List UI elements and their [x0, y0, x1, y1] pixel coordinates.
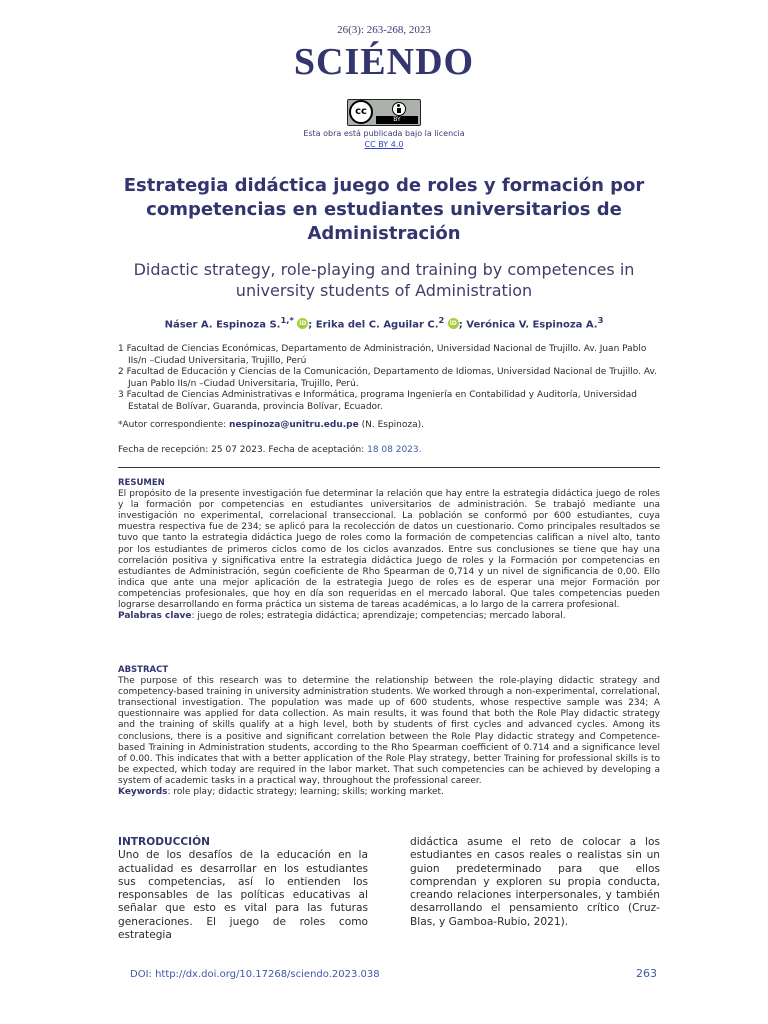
date-accepted: 18 08 2023. — [367, 445, 422, 455]
intro-text-left: Uno de los desafíos de la educación en la actualidad es desarrollar en los estudiantes sus competencias, así lo entienden los responsables de las políticas educativas al señalar que esto es vital para las futuras generaciones. El juego de roles como estrategia — [118, 849, 368, 942]
resumen-keywords — [118, 611, 660, 622]
abstract-section — [118, 665, 660, 798]
orcid-icon[interactable]: iD — [299, 320, 307, 328]
affiliations — [118, 344, 660, 413]
date-received: Fecha de recepción: 25 07 2023. Fecha de aceptación: — [118, 445, 365, 455]
license-note — [0, 128, 768, 150]
author-sep: ; — [458, 319, 467, 331]
license-link[interactable]: CC BY 4.0 — [364, 140, 404, 149]
intro-heading: INTRODUCCIÓN — [118, 836, 210, 848]
abstract-keywords-label: Keywords — [118, 787, 168, 798]
author-name: Verónica V. Espinoza A. — [466, 319, 598, 331]
author-sup: 2 — [438, 315, 445, 325]
resumen-keywords-text: : juego de roles; estrategia didáctica; aprendizaje; competencias; mercado laboral. — [191, 611, 566, 622]
correspondence-email[interactable]: nespinoza@unitru.edu.pe — [229, 420, 359, 430]
author-list — [0, 315, 768, 330]
resumen-section — [118, 478, 660, 622]
volume-info: 26(3): 263-268, 2023 — [337, 24, 431, 36]
correspondence-label: *Autor correspondiente: — [118, 420, 227, 430]
author-sep: ; — [308, 319, 316, 331]
resumen-heading: RESUMEN — [118, 478, 165, 488]
cc-by-icon[interactable] — [347, 99, 421, 126]
author-sup: 1,* — [280, 315, 294, 325]
person-icon — [392, 102, 406, 116]
affiliation-item: 2 Facultad de Educación y Ciencias de la Comunicación, Departamento de Idiomas, Universidad Nacional de Trujillo. Av. Juan Pablo IIs/n –Ciudad Universitaria, Trujillo, Perú. — [118, 367, 657, 389]
abstract-heading: ABSTRACT — [118, 665, 169, 675]
affiliation-item: 3 Facultad de Ciencias Administrativas e Informática, programa Ingeniería en Contabilidad y Auditoría, Universidad Estatal de Bolívar, Guaranda, provincia Bolívar, Ecuador. — [118, 390, 637, 412]
author-name: Erika del C. Aguilar C. — [315, 319, 439, 331]
author-name: Náser A. Espinoza S. — [164, 319, 281, 331]
resumen-text: El propósito de la presente investigación fue determinar la relación que hay entre la estrategia didáctica juego de roles y la formación por competencias en estudiantes universitarios de administración. Se trabajó mediante una investigación no experimental, correlacional transeccional. La población se conformó por 600 estudiantes, cuya muestra respectiva fue de 234; se aplicó para la recolección de datos un cuestionario. Como principales resultados se tuvo que tanto la estrategia didáctica Juego de roles como la formación de competencias califican a nivel alto, tanto por los estudiantes de primeros ciclos como de los ciclos avanzados. Entre sus conclusiones se tiene que hay una correlación positiva y significativa entre la estrategia didáctica Juego de roles y la Formación por competencias en estudiantes de Administración, según coeficiente de Rho Spearman de 0,714 y un nivel de significancia de 0,00. Ello indica que ante una mejor aplicación de la estrategia Juego de roles es de esperar una mejor Formación por competencias profesionales, que hoy en día son requeridas en el mercado laboral. Que tales competencias pueden lograrse desarrollando en forma práctica un sistema de tareas académicas, a lo largo de la carrera profesional. — [118, 489, 660, 611]
divider — [118, 467, 660, 468]
affiliation-item: 1 Facultad de Ciencias Económicas, Departamento de Administración, Universidad Nacional de Trujillo. Av. Juan Pablo IIs/n –Ciudad Universitaria, Trujillo, Perú — [118, 344, 647, 366]
correspondence — [118, 420, 660, 430]
abstract-text: The purpose of this research was to determine the relationship between the role-playing didactic strategy and competency-based training in university administration students. We worked through a non-experimental, correlational, transectional investigation. The population was made up of 600 students, whose respective sample was 234; A questionnaire was applied for data collection. As main results, it was found that both the Role Play didactic strategy and the training of skills qualify at a high level, both by students of first cycles and advanced cycles. Among its conclusions, there is a positive and significant correlation between the Role Play didactic strategy and Competence-based Training in Administration students, according to the Rho Spearman coefficient of 0.714 and a significance level of 0.00. This indicates that with a better application of the Role Play strategy, better Training for professional skills is to be expected, which today are required in the labor market. That such competencies can be achieved by developing a system of academic tasks in a practical way, throughout the professional career. — [118, 676, 660, 786]
cc-icon: cc — [349, 100, 373, 124]
page-number: 263 — [636, 967, 657, 980]
orcid-icon[interactable]: iD — [449, 320, 457, 328]
intro-text-right: didáctica asume el reto de colocar a los estudiantes en casos reales o realistas sin un guion predeterminado para que ellos comprendan y exploren su propia conducta, creando relaciones interpersonales, y también desarrollando el pensamiento crítico (Cruz-Blas, y Gamboa-Rubio, 2021). — [410, 836, 660, 928]
intro-column-left — [118, 836, 368, 942]
resumen-keywords-label: Palabras clave — [118, 611, 192, 622]
title-english: Didactic strategy, role-playing and training by competences in university students of Administration — [133, 260, 635, 300]
author-sup: 3 — [597, 315, 604, 325]
journal-title: SCIÉNDO — [293, 41, 475, 83]
by-label: BY — [376, 116, 418, 124]
intro-column-right — [410, 836, 660, 929]
abstract-keywords-text: : role play; didactic strategy; learning; skills; working market. — [167, 787, 444, 798]
dates — [118, 445, 660, 455]
license-line: Esta obra está publicada bajo la licencia — [303, 129, 465, 138]
doi-link[interactable]: DOI: http://dx.doi.org/10.17268/sciendo.2023.038 — [130, 969, 380, 980]
abstract-keywords — [118, 787, 660, 798]
title-spanish: Estrategia didáctica juego de roles y formación por competencias en estudiantes universitarios de Administración — [123, 175, 645, 244]
correspondence-who: (N. Espinoza). — [361, 420, 424, 430]
